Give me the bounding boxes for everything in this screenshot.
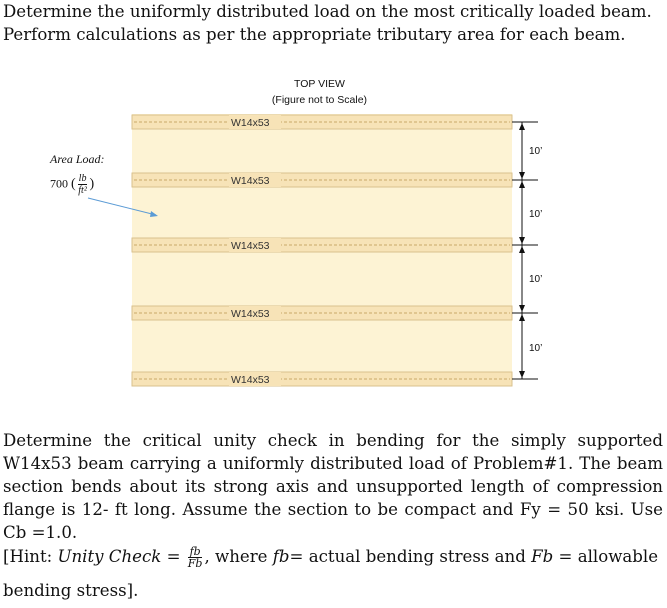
hint-fb-desc: = actual bending stress and xyxy=(289,547,532,566)
hint-block xyxy=(3,545,663,602)
problem-1-line-2: Perform calculations as per the appropriate tributary area for each beam. xyxy=(3,25,626,44)
top-view-figure xyxy=(0,70,667,400)
beam-2 xyxy=(132,173,512,187)
hint-line-2: bending stress]. xyxy=(3,581,139,600)
beam-label-1: W14x53 xyxy=(231,117,270,129)
framing-plan xyxy=(0,70,667,400)
problem-1-line-1: Determine the uniformly distributed load on the most critically loaded beam. xyxy=(3,2,652,21)
hint-label: Unity Check xyxy=(57,547,162,566)
hint-fraction xyxy=(188,546,203,569)
hint-open: [Hint: xyxy=(3,547,58,566)
load-value-number: 700 xyxy=(50,176,68,191)
problem-2-paragraph: Determine the critical unity check in bending for the simply supported W14x53 beam carrying a uniformly distributed load of Problem#1. The beam section bends about its strong axis and unsupported length of compression flange is 12- ft long. Assume the section to be compact and Fy = 50 ksi. Use Cb =1.0. xyxy=(3,431,663,542)
spacing-label-2: 10’ xyxy=(529,209,543,220)
beam-label-2: W14x53 xyxy=(231,175,270,187)
dimension-lines xyxy=(512,122,538,379)
beam-1 xyxy=(132,115,512,129)
load-unit-numerator: lb xyxy=(78,173,87,184)
beam-3 xyxy=(132,238,512,252)
hint-equals: = xyxy=(161,547,186,566)
area-load-label: Area Load: xyxy=(50,152,105,166)
hint-Fb-desc: = allowable xyxy=(553,547,659,566)
load-unit-denominator: ft² xyxy=(78,185,87,196)
area-load-value: 700 ( $\frac{lb}{\text{ft²}}$ ) xyxy=(50,173,95,196)
hint-frac-den: Fb xyxy=(187,557,203,570)
hint-frac-num: fb xyxy=(189,545,201,558)
hint-Fb-symbol: Fb xyxy=(531,547,554,566)
beam-label-4: W14x53 xyxy=(231,308,270,320)
problem-1-text xyxy=(3,0,665,46)
hint-middle: , where xyxy=(204,547,273,566)
beam-5 xyxy=(132,372,512,386)
spacing-label-1: 10’ xyxy=(529,146,543,157)
spacing-label-4: 10’ xyxy=(529,343,543,354)
figure-subtitle: (Figure not to Scale) xyxy=(271,94,368,106)
beam-label-5: W14x53 xyxy=(231,374,270,386)
hint-fb-symbol: fb xyxy=(272,547,290,566)
figure-title: TOP VIEW xyxy=(294,78,345,90)
spacing-label-3: 10’ xyxy=(529,274,543,285)
beam-label-3: W14x53 xyxy=(231,240,270,252)
hint-line-1 xyxy=(3,545,663,569)
problem-2-text xyxy=(3,429,663,544)
beam-4 xyxy=(132,306,512,320)
